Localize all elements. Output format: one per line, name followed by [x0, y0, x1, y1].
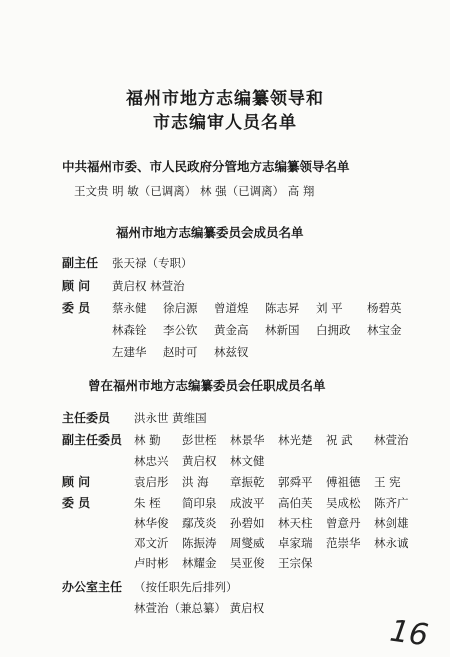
committee-member-list: [112, 300, 418, 366]
former-advisor-list: [134, 474, 422, 495]
person-name: 陈齐广: [374, 496, 409, 510]
person-name: 袁启彤: [134, 475, 169, 489]
person-name: 吴亚俊: [230, 556, 265, 570]
name-row: [112, 300, 418, 322]
person-name: 洪 海: [182, 475, 209, 489]
name-row: [112, 344, 418, 366]
person-name: 林宝金: [367, 323, 402, 337]
person-name: 成波平: [230, 496, 265, 510]
person-name: 范崇华: [326, 536, 361, 550]
name-row: [134, 474, 422, 495]
office-director-label: 办公室主任: [62, 580, 123, 594]
person-name: 林景华: [230, 433, 265, 447]
name-row: [134, 555, 422, 575]
person-name: 左建华: [112, 345, 147, 359]
person-name: 吴成松: [326, 496, 361, 510]
person-name: 祝 武: [326, 433, 353, 447]
person-name: 林新国: [265, 323, 300, 337]
person-name: 蔡永健: [112, 301, 147, 315]
committee-vice-director-label: 副主任: [62, 256, 99, 270]
person-name: 林文健: [230, 454, 265, 468]
committee-heading: 福州市地方志编纂委员会成员名单: [116, 225, 304, 240]
person-name: 傅祖德: [326, 475, 361, 489]
person-name: 孙碧如: [230, 516, 265, 530]
committee-advisor-names: 黄启权 林萱治: [112, 279, 185, 293]
person-name: 杨碧英: [367, 301, 402, 315]
page-number: 16: [387, 613, 431, 654]
person-name: 邓文沂: [134, 536, 169, 550]
former-heading: 曾在福州市地方志编纂委员会任职成员名单: [88, 378, 326, 393]
committee-vice-director-names: 张天禄（专职）: [112, 256, 193, 270]
person-name: 徐启源: [163, 301, 198, 315]
person-name: 鄢茂炎: [182, 516, 217, 530]
person-name: 曾意丹: [326, 516, 361, 530]
person-name: 李公钦: [163, 323, 198, 337]
person-name: 林光楚: [278, 433, 313, 447]
leaders-names: 王文贵 明 敏（已调离） 林 强（已调离） 高 翔: [74, 184, 315, 198]
name-row: [134, 432, 422, 453]
person-name: 卓家瑞: [278, 536, 313, 550]
former-member-list: [134, 495, 422, 575]
person-name: 林忠兴: [134, 454, 169, 468]
person-name: 高伯芙: [278, 496, 313, 510]
person-name: 章振乾: [230, 475, 265, 489]
name-row: [134, 535, 422, 555]
person-name: 郭舜平: [278, 475, 313, 489]
document-title-line2: 市志编审人员名单: [153, 113, 297, 133]
former-director-label: 主任委员: [62, 411, 111, 425]
person-name: 林 勤: [134, 433, 161, 447]
person-name: 王宗保: [278, 556, 313, 570]
former-vice-label: 副主任委员: [62, 433, 123, 447]
person-name: 周燮威: [230, 536, 265, 550]
person-name: 林华俊: [134, 516, 169, 530]
former-vice-list: [134, 432, 422, 474]
person-name: 赵时可: [163, 345, 198, 359]
person-name: 林耀金: [182, 556, 217, 570]
person-name: 白拥政: [316, 323, 351, 337]
office-director-names: 林萱治（兼总纂） 黄启权: [134, 601, 265, 615]
person-name: 陈振涛: [182, 536, 217, 550]
person-name: 黄金高: [214, 323, 249, 337]
former-director-names: 洪永世 黄维国: [134, 411, 207, 425]
person-name: 林剑雄: [374, 516, 409, 530]
document-title-line1: 福州市地方志编纂领导和: [126, 89, 324, 109]
leaders-heading: 中共福州市委、市人民政府分管地方志编纂领导名单: [62, 159, 350, 174]
former-member-label: 委 员: [62, 496, 91, 510]
person-name: 黄启权: [182, 454, 217, 468]
person-name: 林兹钗: [214, 345, 249, 359]
person-name: 彭世桎: [182, 433, 217, 447]
former-advisor-label: 顾 问: [62, 475, 91, 489]
person-name: 林森铨: [112, 323, 147, 337]
person-name: 朱 桎: [134, 496, 161, 510]
person-name: 刘 平: [316, 301, 343, 315]
name-row: [134, 515, 422, 535]
person-name: 林永诚: [374, 536, 409, 550]
name-row: [134, 495, 422, 515]
person-name: 卢时彬: [134, 556, 169, 570]
person-name: 林萱治: [374, 433, 409, 447]
name-row: [112, 322, 418, 344]
committee-member-label: 委 员: [62, 301, 91, 315]
committee-advisor-label: 顾 问: [62, 279, 91, 293]
person-name: 曾道煌: [214, 301, 249, 315]
person-name: 简印泉: [182, 496, 217, 510]
person-name: 陈志昇: [265, 301, 300, 315]
person-name: 王 宪: [374, 475, 401, 489]
person-name: 林天柱: [278, 516, 313, 530]
name-row: [134, 453, 422, 474]
office-director-note: （按任职先后排列）: [134, 580, 238, 594]
